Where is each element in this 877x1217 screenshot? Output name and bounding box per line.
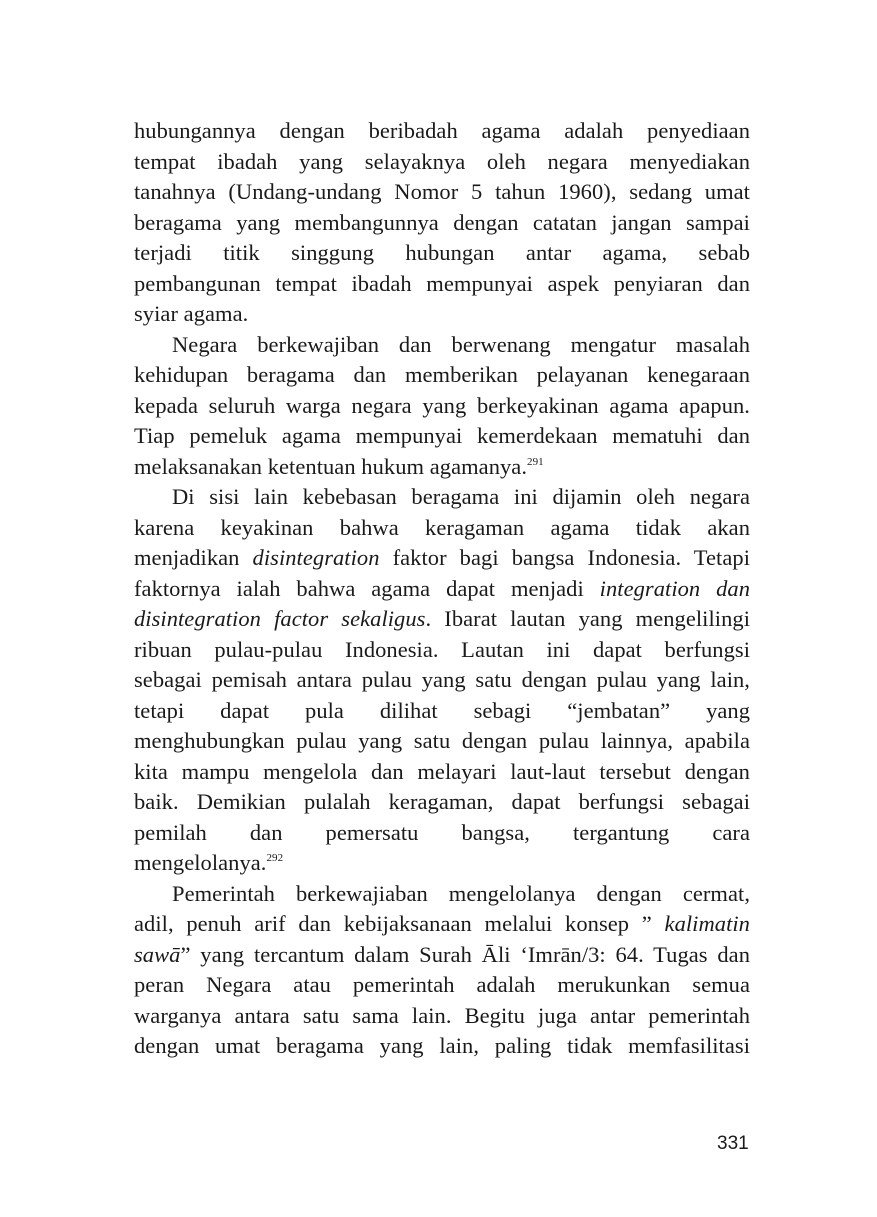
text-line: Di sisi lain kebebasan beragama ini dijamin oleh negara	[172, 484, 750, 509]
text-line: kita mampu mengelola dan melayari laut-laut tersebut dengan	[134, 758, 750, 784]
text-line	[134, 574, 750, 605]
text-line: kehidupan beragama dan memberikan pelayanan kenegaraan	[134, 362, 750, 387]
body-text	[134, 116, 750, 1062]
text-line: Pemerintah berkewajiaban mengelolanya dengan cermat,	[172, 880, 750, 906]
text-run: menjadikan	[134, 545, 253, 570]
text-line: tempat ibadah yang selayaknya oleh negara menyediakan	[134, 148, 750, 174]
text-line: baik. Demikian pulalah keragaman, dapat berfungsi sebagai	[134, 789, 750, 814]
text-line: pemilah dan pemersatu bangsa, tergantung cara	[134, 819, 750, 845]
text-line	[134, 848, 750, 879]
text-line	[134, 604, 750, 635]
text-run: melaksanakan ketentuan hukum agamanya.	[134, 453, 528, 479]
text-line: tetapi dapat pula dilihat sebagi “jembatan” yang	[134, 697, 750, 723]
text-run: mengelolanya.	[134, 850, 267, 875]
text-run: . Ibarat lautan yang mengelilingi	[425, 606, 750, 631]
italic-term: disintegration	[252, 545, 380, 570]
text-line: kepada seluruh warga negara yang berkeyakinan agama apapun.	[134, 392, 750, 418]
italic-term: disintegration factor sekaligus	[134, 606, 426, 631]
paragraph-4	[134, 879, 750, 1062]
text-line: dengan umat beragama yang lain, paling tidak memfasilitasi	[134, 1033, 750, 1058]
text-line	[134, 452, 750, 483]
text-line: pembangunan tempat ibadah mempunyai aspek penyiaran dan	[134, 270, 750, 296]
text-line: beragama yang membangunnya dengan catatan jangan sampai	[134, 209, 750, 235]
text-line	[134, 909, 750, 940]
text-line: tanahnya (Undang-undang Nomor 5 tahun 1960), sedang umat	[134, 179, 750, 204]
text-line: karena keyakinan bahwa keragaman agama tidak akan	[134, 514, 750, 540]
text-line	[134, 940, 750, 971]
text-line: sebagai pemisah antara pulau yang satu dengan pulau yang lain,	[134, 667, 750, 692]
page-number: 331	[717, 1133, 749, 1154]
italic-term: integration dan	[599, 575, 751, 601]
text-line: menghubungkan pulau yang satu dengan pulau lainnya, apabila	[134, 728, 750, 753]
text-run: adil, penuh arif dan kebijaksanaan melalui konsep ”	[134, 911, 665, 936]
text-line: peran Negara atau pemerintah adalah merukunkan semua	[134, 972, 750, 997]
text-line: warganya antara satu sama lain. Begitu juga antar pemerintah	[134, 1002, 750, 1028]
text-run: faktor bagi bangsa Indonesia. Tetapi	[379, 545, 750, 570]
text-line: Tiap pemeluk agama mempunyai kemerdekaan mematuhi dan	[134, 423, 750, 448]
footnote-ref: 291	[527, 455, 544, 468]
paragraph-2	[134, 330, 750, 483]
text-line: terjadi titik singgung hubungan antar agama, sebab	[134, 240, 750, 265]
text-line: Negara berkewajiban dan berwenang mengatur masalah	[172, 331, 750, 357]
text-line: syiar agama.	[134, 301, 249, 326]
text-line: hubungannya dengan beribadah agama adalah penyediaan	[134, 118, 750, 143]
italic-term: kalimatin	[664, 911, 750, 936]
text-run: ” yang tercantum dalam Surah Āli ‘Imrān/3: 64. Tugas dan	[180, 941, 750, 967]
footnote-ref: 292	[266, 852, 284, 864]
italic-term: sawā	[134, 941, 181, 967]
text-run: faktornya ialah bahwa agama dapat menjadi	[134, 575, 600, 601]
text-line: ribuan pulau-pulau Indonesia. Lautan ini dapat berfungsi	[134, 636, 750, 662]
paragraph-1	[134, 116, 750, 330]
text-line	[134, 543, 750, 574]
paragraph-3	[134, 482, 750, 879]
